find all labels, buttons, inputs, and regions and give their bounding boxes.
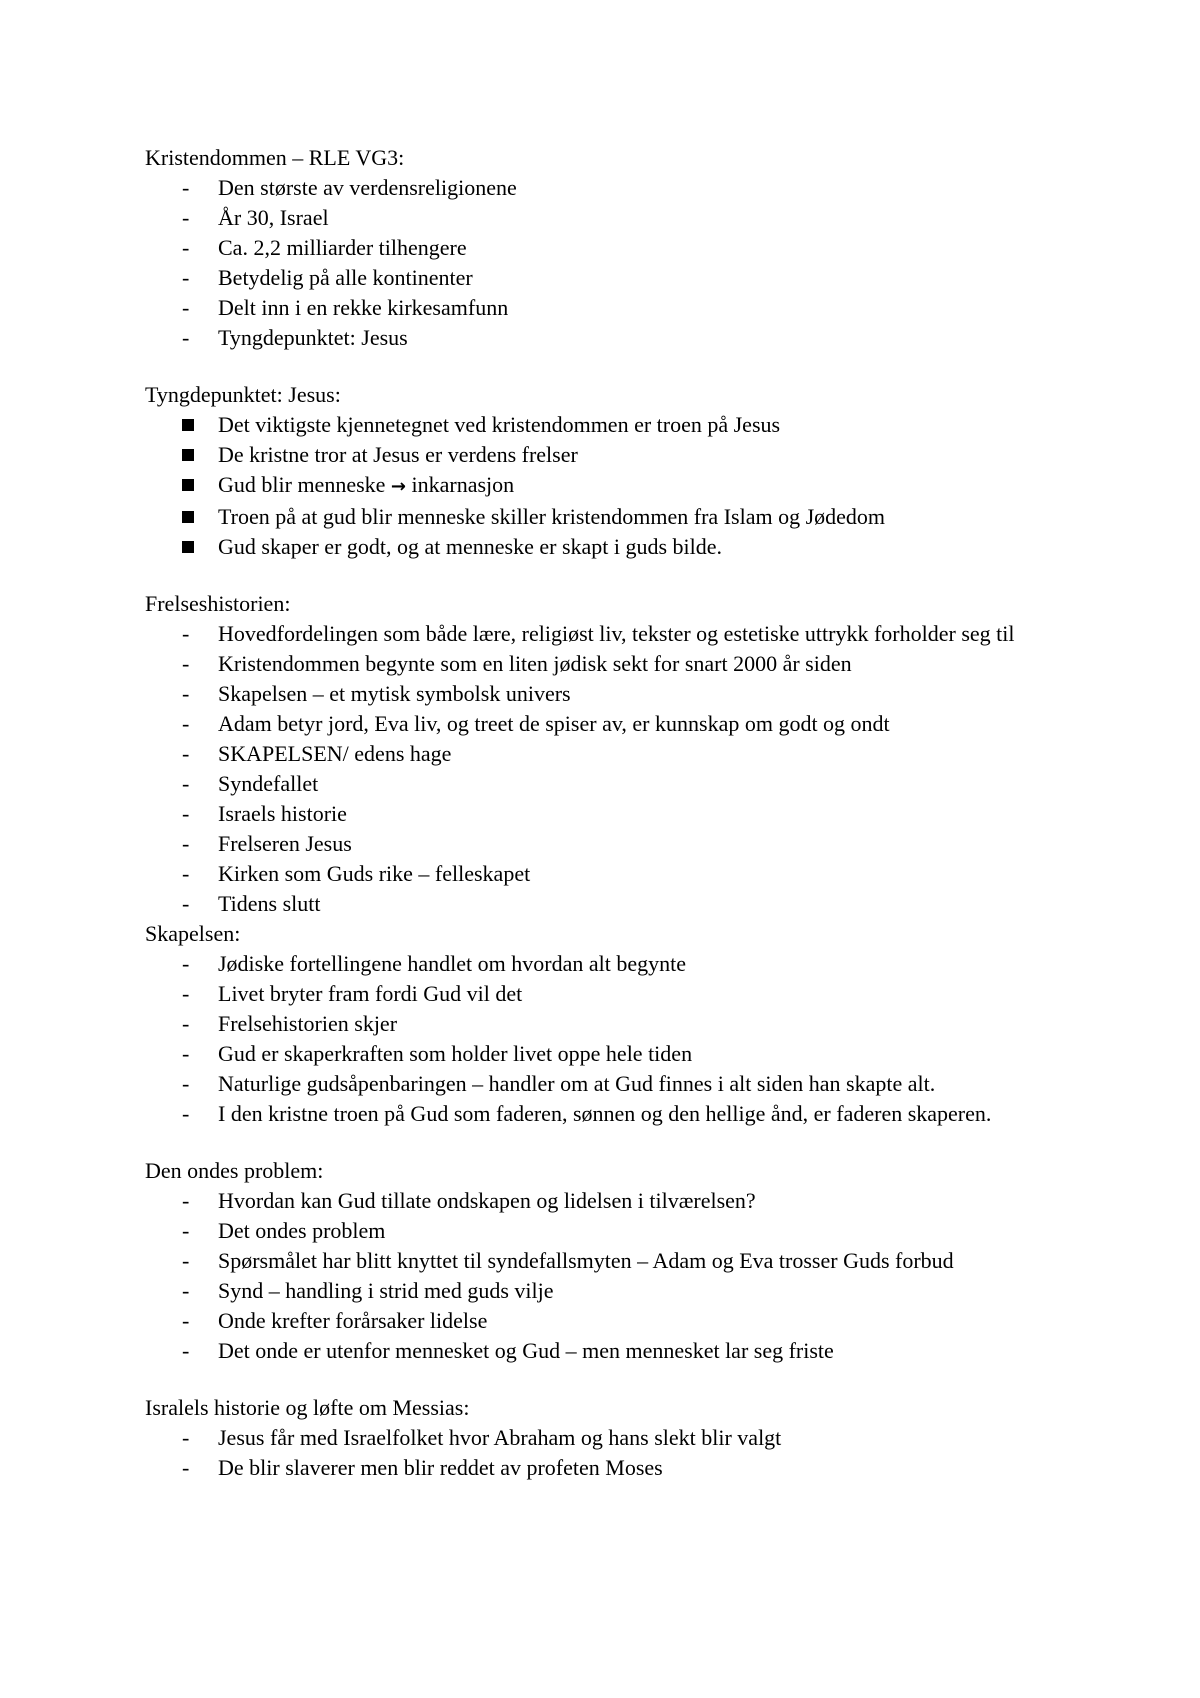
dash-bullet: - [182, 801, 190, 826]
list-item: - Onde krefter forårsaker lidelse [145, 1306, 1055, 1336]
dash-bullet: - [182, 1218, 190, 1243]
section-israels-historie [145, 1393, 1055, 1483]
dash-bullet: - [182, 831, 190, 856]
dash-bullet: - [182, 1338, 190, 1363]
square-bullet-icon [182, 511, 194, 523]
dash-bullet: - [182, 1188, 190, 1213]
dash-bullet: - [182, 711, 190, 736]
list-item: - Hvordan kan Gud tillate ondskapen og lidelsen i tilværelsen? [145, 1186, 1055, 1216]
list-item: - Frelseren Jesus [145, 829, 1055, 859]
list-item: - Det onde er utenfor mennesket og Gud – men mennesket lar seg friste [145, 1336, 1055, 1366]
square-bullet-icon [182, 479, 194, 491]
dash-bullet: - [182, 651, 190, 676]
list-item: - Kristendommen begynte som en liten jødisk sekt for snart 2000 år siden [145, 649, 1055, 679]
dash-bullet: - [182, 681, 190, 706]
dash-bullet: - [182, 621, 190, 646]
bullet-list [145, 1423, 1055, 1483]
right-arrow-icon: → [390, 476, 406, 497]
list-item: - Jesus får med Israelfolket hvor Abraham og hans slekt blir valgt [145, 1423, 1055, 1453]
list-item: - Gud er skaperkraften som holder livet oppe hele tiden [145, 1039, 1055, 1069]
square-bullet-icon [182, 541, 194, 553]
dash-bullet: - [182, 295, 190, 320]
list-item: - Naturlige gudsåpenbaringen – handler om at Gud finnes i alt siden han skapte alt. [145, 1069, 1055, 1099]
list-item: - I den kristne troen på Gud som faderen, sønnen og den hellige ånd, er faderen skaperen. [145, 1099, 1055, 1129]
square-bullet-icon [182, 419, 194, 431]
dash-bullet: - [182, 981, 190, 1006]
list-item: - SKAPELSEN/ edens hage [145, 739, 1055, 769]
section-skapelsen [145, 919, 1055, 1129]
dash-bullet: - [182, 1308, 190, 1333]
list-item: - Skapelsen – et mytisk symbolsk univers [145, 679, 1055, 709]
list-item: - Det ondes problem [145, 1216, 1055, 1246]
list-item: Det viktigste kjennetegnet ved kristendommen er troen på Jesus [145, 410, 1055, 440]
section-frelseshistorien [145, 589, 1055, 919]
section-den-ondes-problem [145, 1156, 1055, 1366]
dash-bullet: - [182, 1071, 190, 1096]
list-item: - Adam betyr jord, Eva liv, og treet de spiser av, er kunnskap om godt og ondt [145, 709, 1055, 739]
list-item: - Synd – handling i strid med guds vilje [145, 1276, 1055, 1306]
list-item: - Spørsmålet har blitt knyttet til syndefallsmyten – Adam og Eva trosser Guds forbud [145, 1246, 1055, 1276]
dash-bullet: - [182, 1041, 190, 1066]
dash-bullet: - [182, 1425, 190, 1450]
section-heading: Kristendommen – RLE VG3: [145, 145, 405, 170]
bullet-list [145, 173, 1055, 353]
dash-bullet: - [182, 891, 190, 916]
dash-bullet: - [182, 1011, 190, 1036]
list-item: - Israels historie [145, 799, 1055, 829]
section-heading: Isralels historie og løfte om Messias: [145, 1395, 470, 1420]
section-kristendommen [145, 143, 1055, 353]
square-bullet-icon [182, 449, 194, 461]
list-item: - Ca. 2,2 milliarder tilhengere [145, 233, 1055, 263]
dash-bullet: - [182, 325, 190, 350]
section-heading: Den ondes problem: [145, 1158, 324, 1183]
section-tyngdepunktet [145, 380, 1055, 562]
list-item: - Jødiske fortellingene handlet om hvordan alt begynte [145, 949, 1055, 979]
list-item: Troen på at gud blir menneske skiller kristendommen fra Islam og Jødedom [145, 502, 1055, 532]
list-item: - Syndefallet [145, 769, 1055, 799]
section-heading: Tyngdepunktet: Jesus: [145, 382, 341, 407]
list-item: - Betydelig på alle kontinenter [145, 263, 1055, 293]
section-heading: Frelseshistorien: [145, 591, 291, 616]
list-item: - Tidens slutt [145, 889, 1055, 919]
bullet-list [145, 1186, 1055, 1366]
dash-bullet: - [182, 205, 190, 230]
dash-bullet: - [182, 1278, 190, 1303]
list-item: Gud blir menneske → inkarnasjon [145, 470, 1055, 502]
list-item: - Frelsehistorien skjer [145, 1009, 1055, 1039]
list-item: - År 30, Israel [145, 203, 1055, 233]
dash-bullet: - [182, 951, 190, 976]
list-item: De kristne tror at Jesus er verdens frelser [145, 440, 1055, 470]
dash-bullet: - [182, 771, 190, 796]
dash-bullet: - [182, 861, 190, 886]
list-item: - Hovedfordelingen som både lære, religiøst liv, tekster og estetiske uttrykk forholder seg til [145, 619, 1055, 649]
dash-bullet: - [182, 1248, 190, 1273]
list-item: - De blir slaverer men blir reddet av profeten Moses [145, 1453, 1055, 1483]
document-page [145, 143, 1055, 1483]
list-item: Gud skaper er godt, og at menneske er skapt i guds bilde. [145, 532, 1055, 562]
dash-bullet: - [182, 1455, 190, 1480]
list-item: - Kirken som Guds rike – felleskapet [145, 859, 1055, 889]
section-heading: Skapelsen: [145, 921, 241, 946]
dash-bullet: - [182, 235, 190, 260]
list-item: - Delt inn i en rekke kirkesamfunn [145, 293, 1055, 323]
dash-bullet: - [182, 175, 190, 200]
bullet-list [145, 949, 1055, 1129]
list-item: - Den største av verdensreligionene [145, 173, 1055, 203]
list-item: - Livet bryter fram fordi Gud vil det [145, 979, 1055, 1009]
dash-bullet: - [182, 741, 190, 766]
bullet-list [145, 619, 1055, 919]
dash-bullet: - [182, 1101, 190, 1126]
dash-bullet: - [182, 265, 190, 290]
list-item: - Tyngdepunktet: Jesus [145, 323, 1055, 353]
square-bullet-list [145, 410, 1055, 562]
